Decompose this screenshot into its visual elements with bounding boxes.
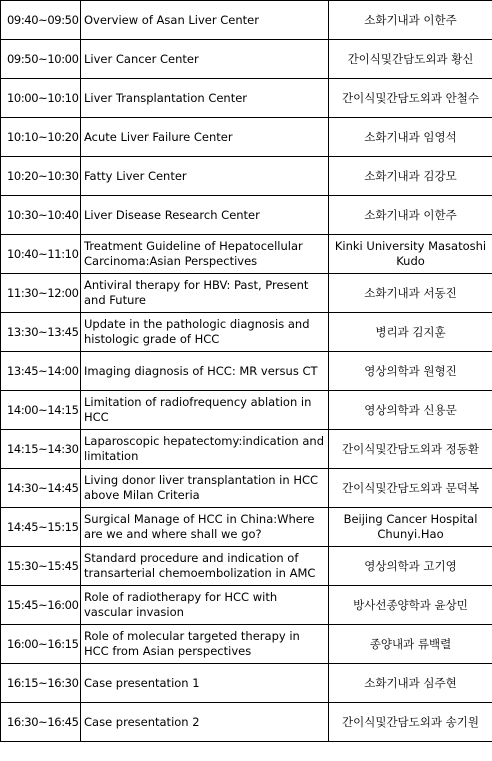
- speaker-cell: 간이식및간담도외과 황신: [329, 40, 492, 79]
- topic-cell: Antiviral therapy for HBV: Past, Present and Future: [81, 274, 329, 313]
- topic-cell: Fatty Liver Center: [81, 157, 329, 196]
- table-row: [1, 586, 492, 625]
- topic-cell: Update in the pathologic diagnosis and histologic grade of HCC: [81, 313, 329, 352]
- time-cell: 16:30~16:45: [1, 703, 81, 742]
- table-row: [1, 664, 492, 703]
- table-row: [1, 547, 492, 586]
- speaker-cell: 소화기내과 김강모: [329, 157, 492, 196]
- topic-cell: Liver Cancer Center: [81, 40, 329, 79]
- time-cell: 14:15~14:30: [1, 430, 81, 469]
- time-cell: 14:30~14:45: [1, 469, 81, 508]
- topic-cell: Overview of Asan Liver Center: [81, 1, 329, 40]
- time-cell: 15:30~15:45: [1, 547, 81, 586]
- table-row: [1, 40, 492, 79]
- speaker-cell: 영상의학과 고기영: [329, 547, 492, 586]
- time-cell: 15:45~16:00: [1, 586, 81, 625]
- table-row: [1, 235, 492, 274]
- table-row: [1, 430, 492, 469]
- speaker-cell: 간이식및간담도외과 송기원: [329, 703, 492, 742]
- speaker-cell: 소화기내과 이한주: [329, 1, 492, 40]
- speaker-cell: 간이식및간담도외과 안철수: [329, 79, 492, 118]
- time-cell: 13:45~14:00: [1, 352, 81, 391]
- topic-cell: Case presentation 1: [81, 664, 329, 703]
- time-cell: 13:30~13:45: [1, 313, 81, 352]
- time-cell: 10:10~10:20: [1, 118, 81, 157]
- speaker-cell: 소화기내과 서동진: [329, 274, 492, 313]
- table-row: [1, 118, 492, 157]
- topic-cell: Treatment Guideline of Hepatocellular Carcinoma:Asian Perspectives: [81, 235, 329, 274]
- table-row: [1, 391, 492, 430]
- speaker-cell: 방사선종양학과 윤상민: [329, 586, 492, 625]
- time-cell: 10:20~10:30: [1, 157, 81, 196]
- table-row: [1, 703, 492, 742]
- time-cell: 11:30~12:00: [1, 274, 81, 313]
- speaker-cell: 간이식및간담도외과 문덕복: [329, 469, 492, 508]
- topic-cell: Standard procedure and indication of transarterial chemoembolization in AMC: [81, 547, 329, 586]
- speaker-cell: 소화기내과 이한주: [329, 196, 492, 235]
- topic-cell: Case presentation 2: [81, 703, 329, 742]
- topic-cell: Living donor liver transplantation in HCC above Milan Criteria: [81, 469, 329, 508]
- time-cell: 16:00~16:15: [1, 625, 81, 664]
- time-cell: 09:50~10:00: [1, 40, 81, 79]
- speaker-cell: 종양내과 류백렬: [329, 625, 492, 664]
- topic-cell: Laparoscopic hepatectomy:indication and limitation: [81, 430, 329, 469]
- table-row: [1, 625, 492, 664]
- topic-cell: Liver Disease Research Center: [81, 196, 329, 235]
- time-cell: 10:30~10:40: [1, 196, 81, 235]
- topic-cell: Imaging diagnosis of HCC: MR versus CT: [81, 352, 329, 391]
- speaker-cell: 소화기내과 임영석: [329, 118, 492, 157]
- time-cell: 16:15~16:30: [1, 664, 81, 703]
- topic-cell: Role of radiotherapy for HCC with vascular invasion: [81, 586, 329, 625]
- time-cell: 10:40~11:10: [1, 235, 81, 274]
- table-row: [1, 352, 492, 391]
- schedule-body: [1, 1, 492, 742]
- topic-cell: Surgical Manage of HCC in China:Where are we and where shall we go?: [81, 508, 329, 547]
- time-cell: 14:45~15:15: [1, 508, 81, 547]
- table-row: [1, 469, 492, 508]
- speaker-cell: Kinki University Masatoshi Kudo: [329, 235, 492, 274]
- speaker-cell: 영상의학과 원형진: [329, 352, 492, 391]
- speaker-cell: 소화기내과 심주현: [329, 664, 492, 703]
- topic-cell: Liver Transplantation Center: [81, 79, 329, 118]
- table-row: [1, 79, 492, 118]
- speaker-cell: 간이식및간담도외과 정동환: [329, 430, 492, 469]
- topic-cell: Role of molecular targeted therapy in HCC from Asian perspectives: [81, 625, 329, 664]
- topic-cell: Acute Liver Failure Center: [81, 118, 329, 157]
- table-row: [1, 274, 492, 313]
- table-row: [1, 196, 492, 235]
- speaker-cell: Beijing Cancer Hospital Chunyi.Hao: [329, 508, 492, 547]
- topic-cell: Limitation of radiofrequency ablation in HCC: [81, 391, 329, 430]
- table-row: [1, 157, 492, 196]
- time-cell: 14:00~14:15: [1, 391, 81, 430]
- speaker-cell: 영상의학과 신용문: [329, 391, 492, 430]
- table-row: [1, 313, 492, 352]
- speaker-cell: 병리과 김지훈: [329, 313, 492, 352]
- table-row: [1, 508, 492, 547]
- table-row: [1, 1, 492, 40]
- time-cell: 09:40~09:50: [1, 1, 81, 40]
- time-cell: 10:00~10:10: [1, 79, 81, 118]
